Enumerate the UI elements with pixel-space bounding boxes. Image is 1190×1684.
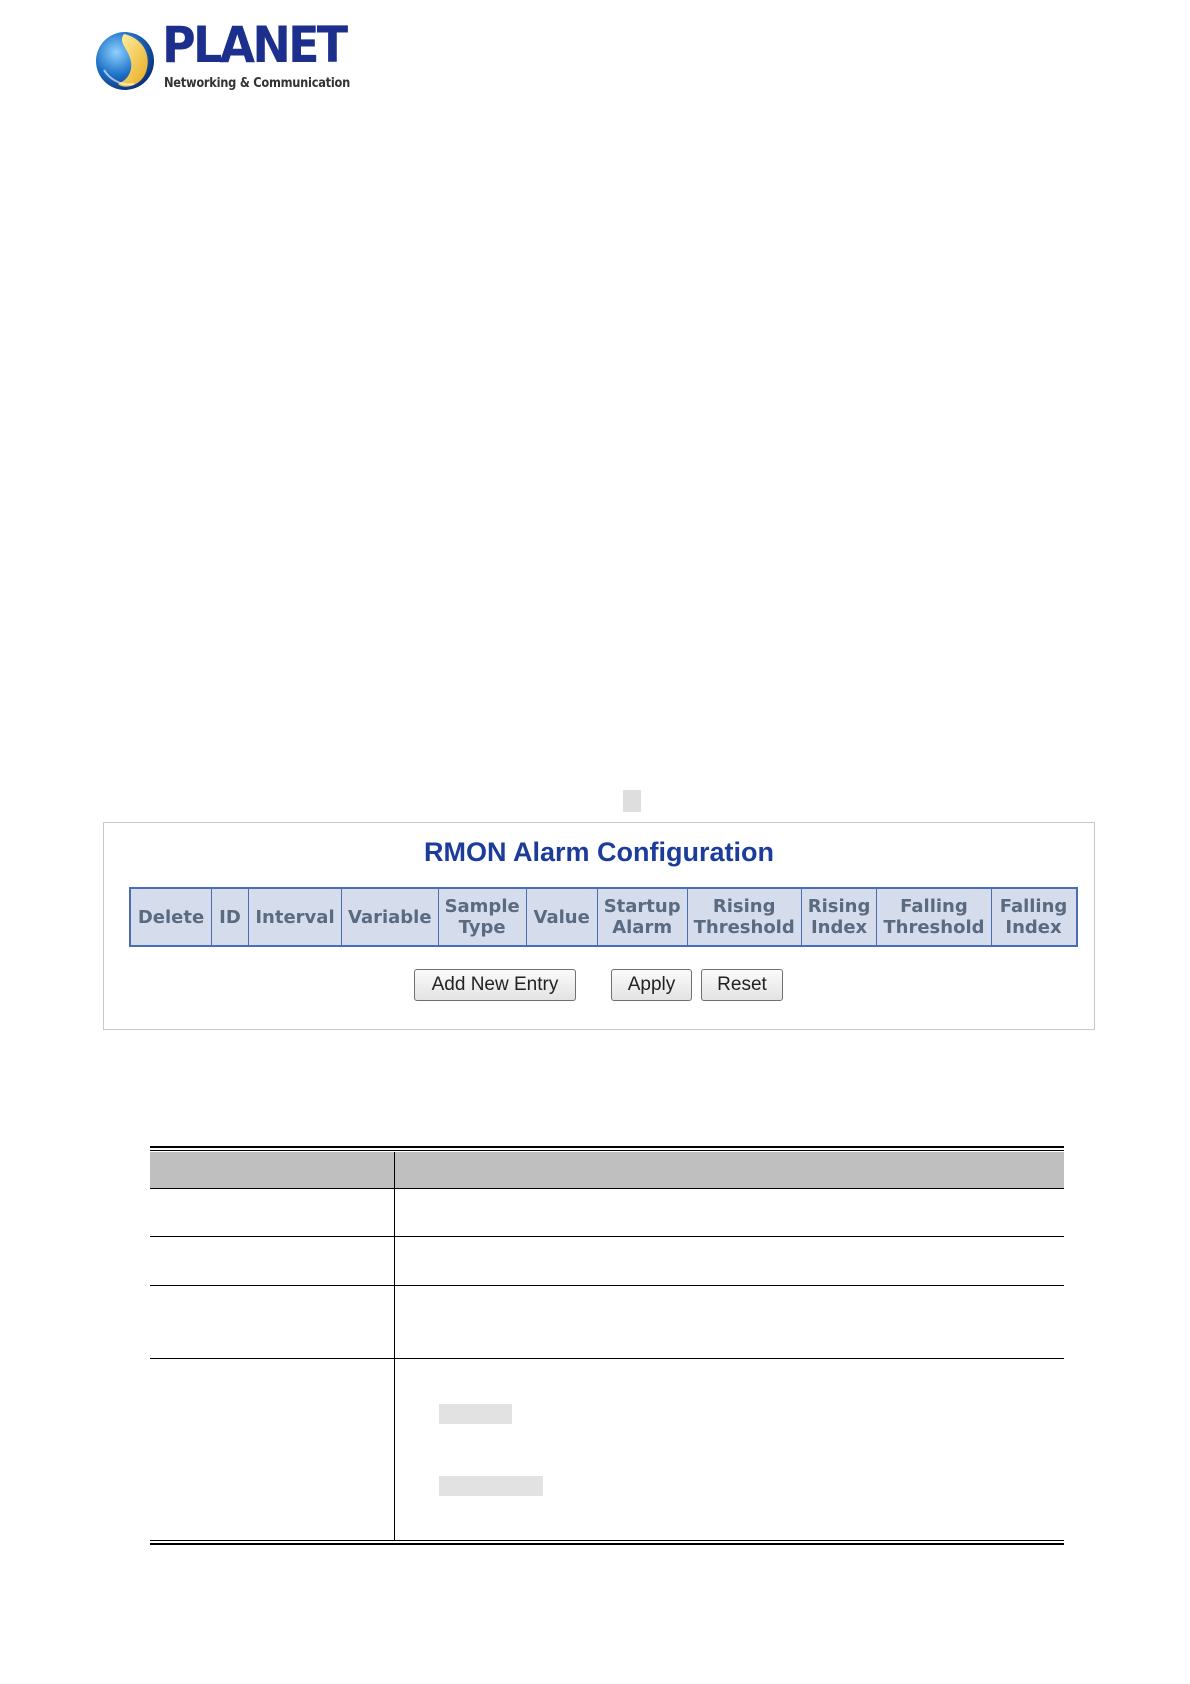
row-divider [150, 1188, 1064, 1189]
col-variable: Variable [342, 888, 439, 946]
description-table [150, 1146, 1064, 1548]
logo-tagline: Networking & Communication [164, 76, 351, 91]
table-top-rule-thin [150, 1150, 1064, 1151]
reset-button[interactable]: Reset [701, 969, 783, 1001]
col-falling-threshold: Falling Threshold [877, 888, 991, 946]
col-startup-alarm: Startup Alarm [597, 888, 687, 946]
col-delete: Delete [130, 888, 212, 946]
button-row [104, 969, 1094, 1003]
redacted-marker [623, 790, 641, 812]
table-header-row [130, 888, 1077, 946]
description-table-header [150, 1152, 1064, 1188]
col-interval: Interval [249, 888, 342, 946]
row-divider [150, 1236, 1064, 1237]
col-rising-threshold: Rising Threshold [687, 888, 801, 946]
col-id: ID [212, 888, 249, 946]
table-top-rule [150, 1146, 1064, 1148]
col-sample-type: Sample Type [438, 888, 526, 946]
alarm-config-table [129, 887, 1078, 947]
table-bottom-rule [150, 1543, 1064, 1545]
col-rising-index: Rising Index [801, 888, 877, 946]
add-new-entry-button[interactable]: Add New Entry [414, 969, 576, 1001]
page-title: RMON Alarm Configuration [424, 837, 774, 867]
planet-logo [94, 16, 354, 98]
table-bottom-rule-thin [150, 1540, 1064, 1541]
redacted-value [439, 1404, 512, 1424]
column-divider [394, 1152, 395, 1540]
col-value: Value [526, 888, 597, 946]
col-falling-index: Falling Index [991, 888, 1077, 946]
globe-logo-icon [94, 30, 156, 92]
rmon-alarm-config-panel [103, 822, 1095, 1030]
logo-wordmark: PLANET [162, 16, 346, 74]
row-divider [150, 1285, 1064, 1286]
redacted-value [439, 1476, 543, 1496]
row-divider [150, 1358, 1064, 1359]
apply-button[interactable]: Apply [611, 969, 692, 1001]
